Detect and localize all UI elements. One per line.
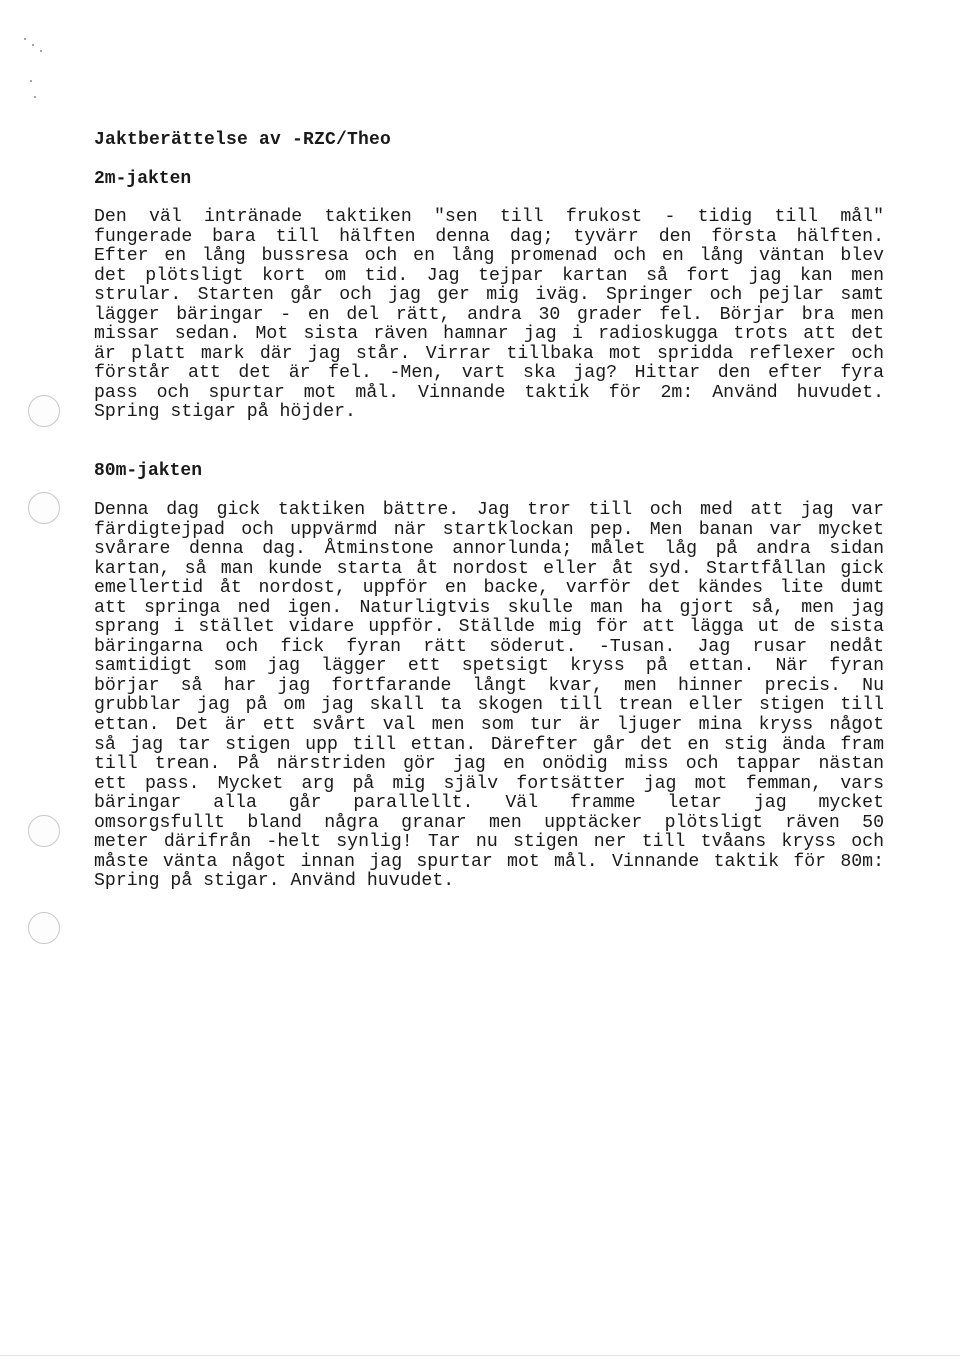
- text-line: Den väl intränade taktiken "sen till frukost - tidig till mål": [94, 207, 884, 227]
- text-line: börjar så har jag fortfarande långt kvar, men hinner precis. Nu: [94, 675, 884, 696]
- text-line: Spring stigar på höjder.: [94, 402, 356, 423]
- scan-specks: [20, 30, 60, 110]
- text-line: samtidigt som jag lägger ett spetsigt kryss på ettan. När fyran: [94, 656, 884, 677]
- text-line: svårare denna dag. Åtminstone annorlunda; målet låg på andra sidan: [94, 539, 884, 560]
- text-line: bäringar alla går parallellt. Väl framme letar jag mycket: [94, 793, 884, 814]
- section-body-2m: [94, 208, 884, 423]
- text-line: meter därifrån -helt synlig! Tar nu stigen ner till tvåans kryss och: [94, 832, 884, 853]
- text-line: pass och spurtar mot mål. Vinnande taktik för 2m: Använd huvudet.: [94, 382, 884, 403]
- text-line: missar sedan. Mot sista räven hamnar jag i radioskugga trots att det: [94, 324, 884, 345]
- text-line: omsorgsfullt bland några granar men upptäcker plötsligt räven 50: [94, 812, 884, 833]
- text-line: Denna dag gick taktiken bättre. Jag tror till och med att jag var: [94, 500, 884, 520]
- text-line: är platt mark där jag står. Virrar tillbaka mot spridda reflexer och: [94, 343, 884, 364]
- text-line: bäringarna och fick fyran rätt söderut. -Tusan. Jag rusar nedåt: [94, 636, 884, 657]
- text-line: förstår att det är fel. -Men, vart ska jag? Hittar den efter fyra: [94, 363, 884, 384]
- speck: [32, 44, 34, 46]
- text-line: färdigtejpad och uppvärmd när startklockan pep. Men banan var mycket: [94, 519, 884, 540]
- text-line: Spring på stigar. Använd huvudet.: [94, 871, 455, 892]
- punch-hole: [28, 492, 60, 524]
- text-line: att springa ned igen. Naturligtvis skulle man ha gjort så, men jag: [94, 597, 884, 618]
- text-line: kartan, så man kunde starta åt nordost eller åt syd. Startfållan gick: [94, 558, 884, 579]
- speck: [30, 80, 32, 82]
- text-line: måste vänta något innan jag spurtar mot mål. Vinnande taktik för 80m:: [94, 851, 884, 872]
- punch-hole: [28, 912, 60, 944]
- scan-edge-line: [0, 1355, 960, 1356]
- text-line: det plötsligt kort om tid. Jag tejpar kartan så fort jag kan men: [94, 265, 884, 286]
- speck: [24, 38, 26, 40]
- text-line: strular. Starten går och jag ger mig iväg. Springer och pejlar samt: [94, 285, 884, 306]
- text-line: lägger bäringar - en del rätt, andra 30 grader fel. Börjar bra men: [94, 304, 884, 325]
- text-line: ettan. Det är ett svårt val men som tur är ljuger mina kryss något: [94, 715, 884, 736]
- document-title: Jaktberättelse av -RZC/Theo: [94, 130, 392, 150]
- section-heading-80m: 80m-jakten: [94, 461, 203, 481]
- speck: [34, 96, 36, 98]
- section-heading-2m: 2m-jakten: [94, 169, 192, 189]
- text-line: så jag tar stigen upp till ettan. Därefter går det en stig ända fram: [94, 734, 884, 755]
- text-line: ett pass. Mycket arg på mig själv fortsätter jag mot femman, vars: [94, 773, 884, 794]
- punch-hole: [28, 815, 60, 847]
- text-line: fungerade bara till hälften denna dag; tyvärr den första hälften.: [94, 226, 884, 247]
- punch-hole: [28, 395, 60, 427]
- text-line: emellertid åt nordost, uppför en backe, varför det kändes lite dumt: [94, 578, 884, 599]
- speck: [40, 50, 42, 52]
- text-line: grubblar jag på om jag skall ta skogen till trean eller stigen till: [94, 695, 884, 716]
- text-line: till trean. På närstriden gör jag en onödig miss och tappar nästan: [94, 754, 884, 775]
- text-line: Efter en lång bussresa och en lång promenad och en lång väntan blev: [94, 246, 884, 267]
- section-body-80m: [94, 501, 884, 892]
- text-line: sprang i stället vidare uppför. Ställde mig för att lägga ut de sista: [94, 617, 884, 638]
